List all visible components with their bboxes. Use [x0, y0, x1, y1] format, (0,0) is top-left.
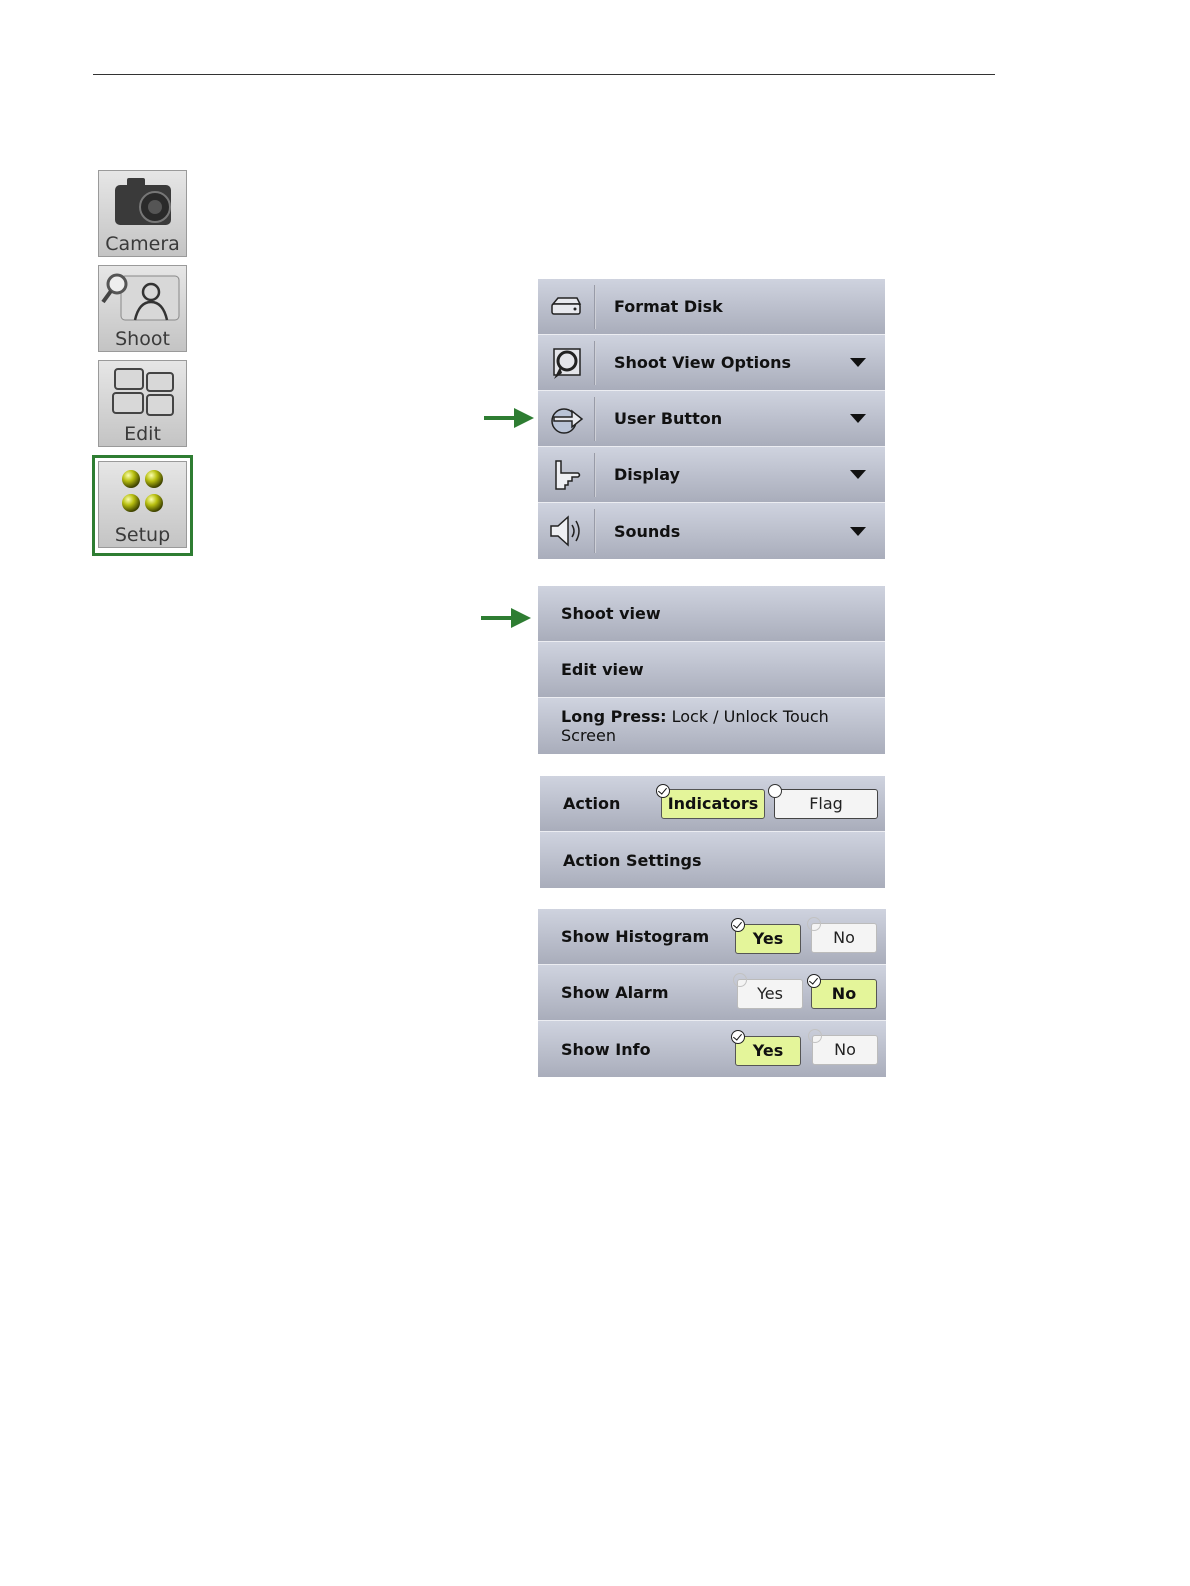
option-yes[interactable]: Yes — [735, 924, 801, 954]
user-button-icon — [538, 391, 594, 447]
shoot-icon — [99, 266, 188, 328]
menu-item-label: Shoot view — [561, 604, 661, 623]
menu-item-action-settings[interactable] — [540, 832, 885, 888]
menu-item-user-button[interactable] — [538, 391, 885, 447]
menu-item-format-disk[interactable] — [538, 279, 885, 335]
setup-icon — [99, 462, 188, 524]
action-menu — [540, 776, 885, 888]
chevron-down-icon[interactable] — [850, 527, 866, 536]
menu-item-long-press[interactable] — [538, 698, 885, 754]
toggle-label: Show Info — [561, 1039, 651, 1059]
menu-item-display[interactable] — [538, 447, 885, 503]
menu-item-shoot-view-options[interactable] — [538, 335, 885, 391]
menu-item-label: Shoot View Options — [614, 353, 791, 372]
tab-shoot[interactable] — [98, 265, 187, 352]
edit-icon — [99, 361, 188, 423]
action-row — [540, 776, 885, 832]
tab-camera[interactable] — [98, 170, 187, 257]
arrow-user-button-icon — [484, 406, 536, 430]
menu-item-edit-view[interactable] — [538, 642, 885, 698]
action-settings-label: Action Settings — [563, 850, 702, 870]
indicator-toggles — [538, 909, 886, 1077]
tab-setup[interactable] — [98, 461, 187, 548]
chevron-down-icon[interactable] — [850, 470, 866, 479]
menu-item-shoot-view[interactable] — [538, 586, 885, 642]
menu-item-label: Display — [614, 465, 680, 484]
user-button-menu — [538, 586, 885, 754]
display-hand-icon — [538, 447, 594, 503]
menu-item-sounds[interactable] — [538, 503, 885, 559]
tab-setup-label: Setup — [114, 524, 171, 546]
radio-flag[interactable] — [768, 784, 782, 798]
chevron-down-icon[interactable] — [850, 414, 866, 423]
action-label: Action — [563, 794, 621, 813]
option-flag[interactable]: Flag — [774, 789, 878, 819]
disk-icon — [538, 279, 594, 335]
menu-item-label: Sounds — [614, 521, 681, 541]
radio-no[interactable] — [807, 917, 821, 931]
option-yes[interactable]: Yes — [735, 1036, 801, 1066]
option-no[interactable]: No — [812, 1035, 878, 1065]
radio-yes-checked[interactable] — [731, 1030, 745, 1044]
menu-item-label: Format Disk — [614, 297, 723, 316]
long-press-normal: Lock / Unlock Touch Screen — [561, 707, 829, 745]
long-press-bold: Long Press: — [561, 707, 667, 726]
option-indicators[interactable]: Indicators — [661, 789, 765, 819]
chevron-down-icon[interactable] — [850, 358, 866, 367]
menu-item-label: Edit view — [561, 660, 644, 679]
toggle-row-histogram — [538, 909, 886, 965]
speaker-icon — [538, 503, 594, 559]
radio-no-checked[interactable] — [807, 974, 821, 988]
arrow-shoot-view-icon — [481, 606, 533, 630]
view-options-icon — [538, 335, 594, 391]
toggle-label: Show Histogram — [561, 927, 710, 946]
radio-yes[interactable] — [733, 973, 747, 987]
toggle-label: Show Alarm — [561, 983, 669, 1002]
option-no[interactable]: No — [811, 923, 877, 953]
header-rule — [93, 74, 995, 75]
radio-no[interactable] — [808, 1029, 822, 1043]
radio-yes-checked[interactable] — [731, 918, 745, 932]
tab-shoot-label: Shoot — [115, 328, 170, 350]
option-yes[interactable]: Yes — [737, 979, 803, 1009]
toggle-row-alarm — [538, 965, 886, 1021]
menu-item-label — [538, 707, 885, 745]
setup-menu — [538, 279, 885, 559]
radio-indicators-checked[interactable] — [656, 784, 670, 798]
option-no[interactable]: No — [811, 979, 877, 1009]
tab-camera-label: Camera — [105, 233, 180, 255]
toggle-row-info — [538, 1021, 886, 1077]
camera-icon — [99, 171, 188, 233]
tab-edit[interactable] — [98, 360, 187, 447]
menu-item-label: User Button — [614, 409, 723, 428]
tab-edit-label: Edit — [124, 423, 161, 445]
